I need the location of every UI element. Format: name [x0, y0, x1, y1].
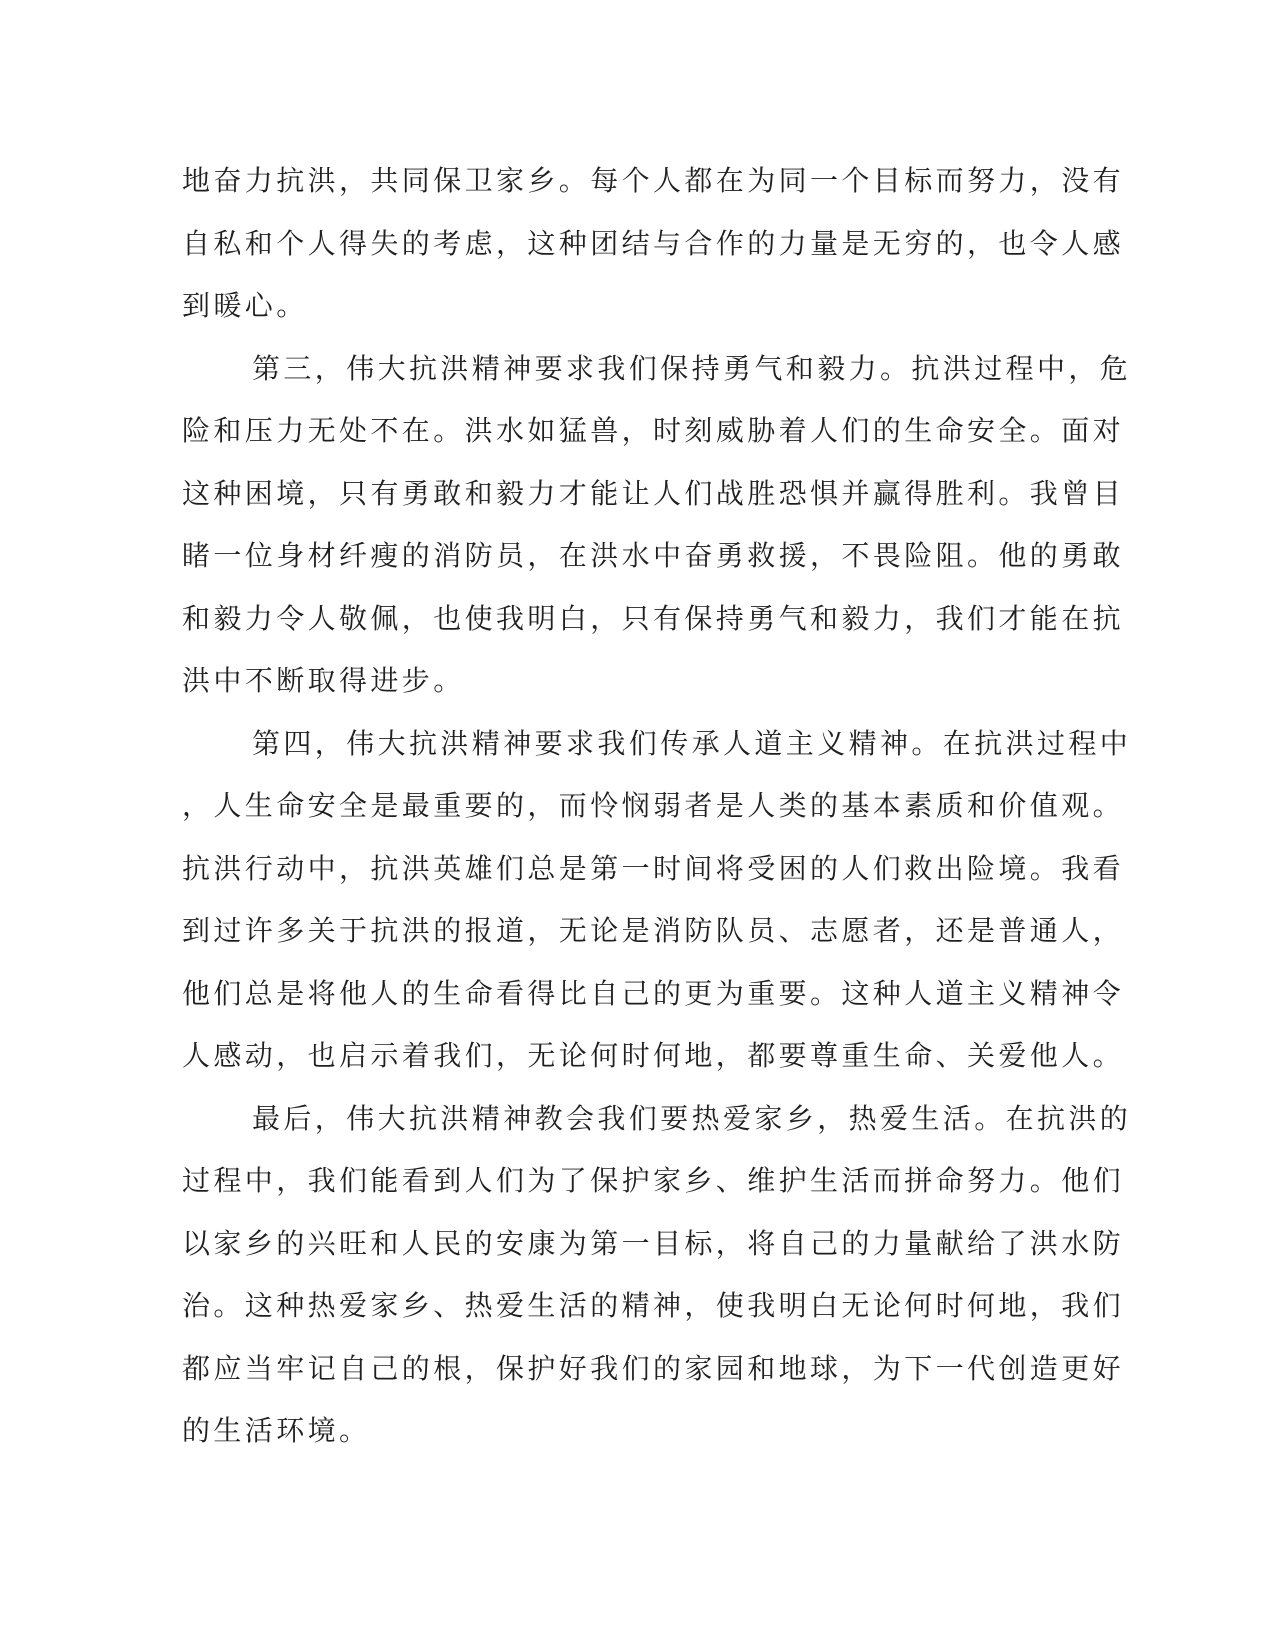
text-line: 都应当牢记自己的根，保护好我们的家园和地球，为下一代创造更好: [182, 1351, 1125, 1385]
text-line: 和毅力令人敬佩，也使我明白，只有保持勇气和毅力，我们才能在抗: [182, 601, 1125, 635]
text-line: 人感动，也启示着我们，无论何时何地，都要尊重生命、关爱他人。: [182, 1039, 1125, 1072]
text-line: 险和压力无处不在。洪水如猛兽，时刻威胁着人们的生命安全。面对: [182, 414, 1125, 447]
text-line: 治。这种热爱家乡、热爱生活的精神，使我明白无论何时何地，我们: [182, 1289, 1125, 1322]
text-line: 自私和个人得失的考虑，这种团结与合作的力量是无穷的，也令人感: [182, 226, 1125, 260]
text-line: 以家乡的兴旺和人民的安康为第一目标，将自己的力量献给了洪水防: [182, 1226, 1125, 1260]
text-line: 的生活环境。: [182, 1414, 371, 1447]
text-line: 抗洪行动中，抗洪英雄们总是第一时间将受困的人们救出险境。我看: [182, 851, 1125, 885]
text-line: 这种困境，只有勇敢和毅力才能让人们战胜恐惧并赢得胜利。我曾目: [182, 476, 1125, 510]
text-line: ，人生命安全是最重要的，而怜悯弱者是人类的基本素质和价值观。: [182, 789, 1125, 822]
text-line: 睹一位身材纤瘦的消防员，在洪水中奋勇救援，不畏险阻。他的勇敢: [182, 539, 1125, 572]
paragraph-first-line: 第三，伟大抗洪精神要求我们保持勇气和毅力。抗洪过程中，危: [252, 351, 1132, 385]
text-line: 到过许多关于抗洪的报道，无论是消防队员、志愿者，还是普通人，: [182, 914, 1125, 947]
text-line: 到暖心。: [182, 289, 308, 322]
text-line: 他们总是将他人的生命看得比自己的更为重要。这种人道主义精神令: [182, 976, 1125, 1010]
text-line: 洪中不断取得进步。: [182, 664, 465, 697]
paragraph-first-line: 第四，伟大抗洪精神要求我们传承人道主义精神。在抗洪过程中: [252, 726, 1132, 760]
document-body: [182, 150, 1132, 1463]
text-line: 地奋力抗洪，共同保卫家乡。每个人都在为同一个目标而努力，没有: [182, 164, 1125, 197]
paragraph-first-line: 最后，伟大抗洪精神教会我们要热爱家乡，热爱生活。在抗洪的: [252, 1101, 1132, 1135]
text-line: 过程中，我们能看到人们为了保护家乡、维护生活而拼命努力。他们: [182, 1164, 1125, 1197]
